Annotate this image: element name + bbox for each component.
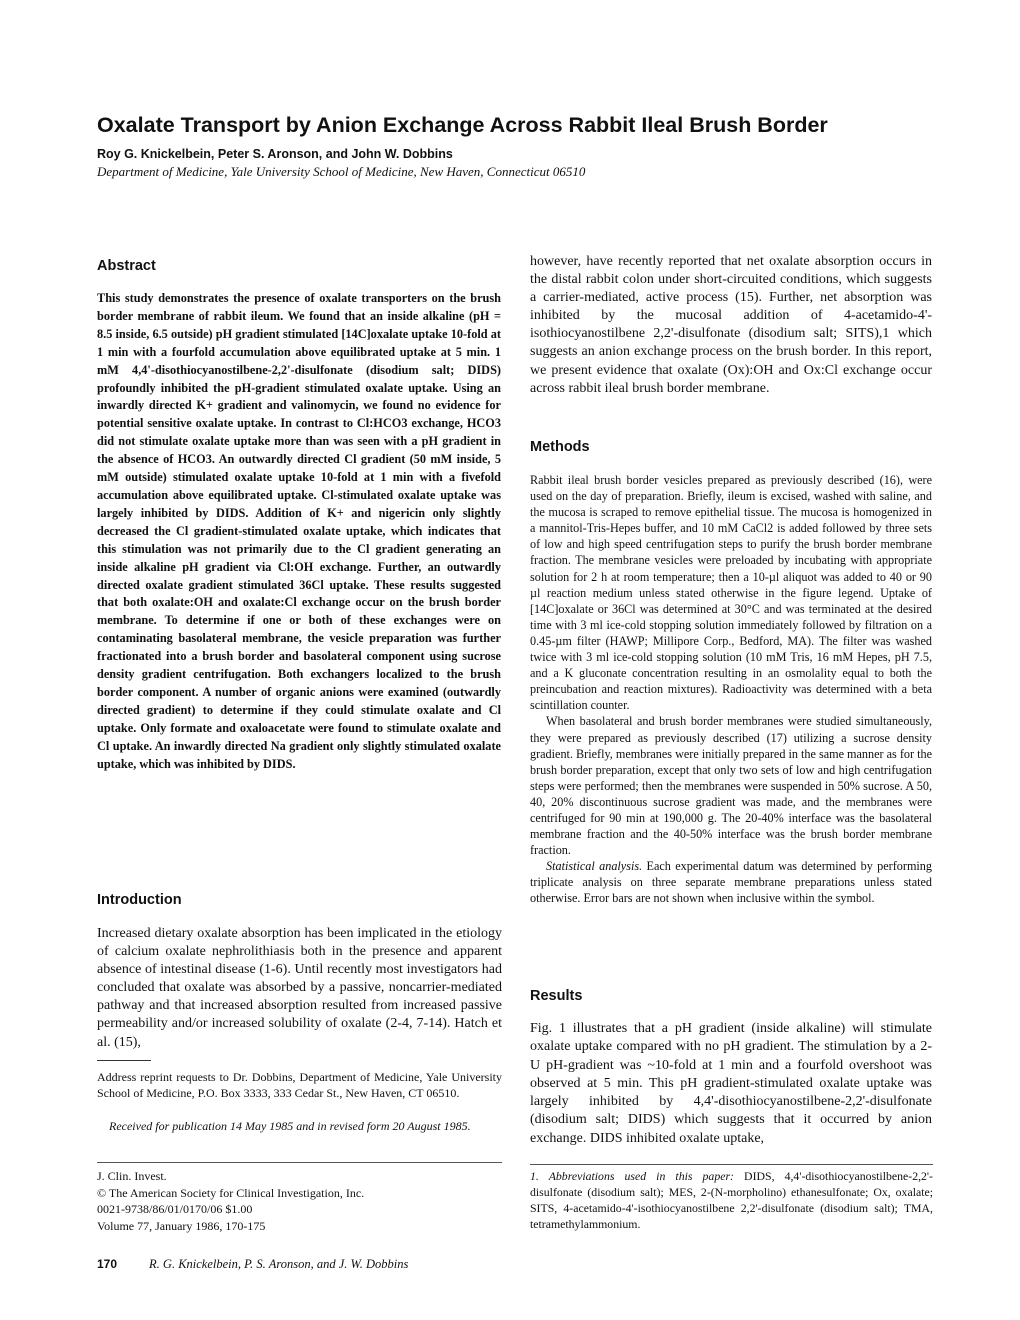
methods-paragraph: Rabbit ileal brush border vesicles prepared as previously described (16), were used on the day of preparation. Briefly, ileum is excised, washed with saline, and the mucosa is scraped to remove epithelial tissue. The mucosa is homogenized in a mannitol-Tris-Hepes buffer, and 10 mM CaCl2 is added followed by three sets of low and high speed centrifugation steps to purify the brush border membrane fraction. The membrane vesicles were preloaded by incubating with appropriate solution for 2 h at room temperature; then a 10-µl aliquot was added to 40 or 90 µl reaction medium unless stated otherwise in the figure legend. Uptake of [14C]oxalate or 36Cl was determined at 30°C and was terminated at the desired time with 3 ml ice-cold stopping solution immediately followed by filtration on a 0.45-µm filter (HAWP; Millipore Corp., Bedford, MA). The filter was washed twice with 3 ml ice-cold stopping solution (10 mM Tris, 16 mM Hepes, pH 7.5, and a K gluconate concentration resulting in an osmolality equal to both the preincubation and reaction mixtures). Radioactivity was determined with a beta scintillation counter. xyxy=(530,473,932,713)
journal-name: J. Clin. Invest. xyxy=(97,1169,167,1183)
author-list: Roy G. Knickelbein, Peter S. Aronson, and John W. Dobbins xyxy=(97,147,453,161)
statistical-analysis-text: Each experimental datum was determined by performing triplicate analysis on three separate membrane preparations unless stated otherwise. Error bars are not shown when inclusive within the symbol. xyxy=(530,859,932,906)
results-paragraph: Fig. 1 illustrates that a pH gradient (inside alkaline) will stimulate oxalate uptake compared with no pH gradient. The stimulation by a 2-U pH-gradient was ~10-fold at 1 min and a fourfold overshoot was observed at 5 min. This pH gradient-stimulated oxalate uptake was largely inhibited by 4,4'-disothiocyanostilbene-2,2'-disulfonate (disodium salt; DIDS) which suggests that it occurred by anion exchange. DIDS inhibited oxalate uptake, xyxy=(530,1021,932,1146)
abstract-body xyxy=(97,290,501,773)
abbreviations-paragraph xyxy=(530,1168,933,1232)
abstract-heading: Abstract xyxy=(97,258,156,274)
introduction-continued xyxy=(530,253,932,398)
abbreviations-separator xyxy=(530,1164,933,1165)
page-number: 170 xyxy=(97,1257,118,1271)
statistical-analysis-label: Statistical analysis. xyxy=(546,859,643,874)
results-body xyxy=(530,1020,932,1148)
abbreviations-label: 1. Abbreviations used in this paper: xyxy=(530,1169,734,1183)
introduction-continued-paragraph: however, have recently reported that net oxalate absorption occurs in the distal rabbit colon under short-circuited conditions, which suggests a carrier-mediated, active process (15). Further, net absorption was inhibited by the mucosal addition of 4-acetamido-4'-isothiocyanostilbene 2,2'-disulfonate (disodium salt; SITS),1 which suggests an anion exchange process on the brush border. In this report, we present evidence that oxalate (Ox):OH and Ox:Cl exchange occur across rabbit ileal brush border membrane. xyxy=(530,254,932,396)
address-note xyxy=(97,1069,502,1101)
footnote-separator xyxy=(97,1060,151,1061)
footer-authors: R. G. Knickelbein, P. S. Aronson, and J. W. Dobbins xyxy=(149,1257,409,1271)
results-heading: Results xyxy=(530,988,583,1004)
methods-heading: Methods xyxy=(530,439,590,455)
affiliation: Department of Medicine, Yale University School of Medicine, New Haven, Connecticut 06510 xyxy=(97,164,586,179)
page-footer xyxy=(97,1255,597,1273)
journal-volume: Volume 77, January 1986, 170-175 xyxy=(97,1218,266,1233)
abbreviations-footnote xyxy=(530,1168,933,1232)
introduction-body xyxy=(97,925,502,1052)
introduction-heading: Introduction xyxy=(97,892,182,908)
received-text: Received for publication 14 May 1985 and in revised form 20 August 1985. xyxy=(109,1119,471,1133)
methods-paragraph: When basolateral and brush border membranes were studied simultaneously, they were prepared as previously described (17) utilizing a sucrose density gradient. Briefly, membranes were initially prepared in the same manner as for the brush border preparation, except that only two sets of low and high centrifugation steps were performed; then the membranes were suspended in 50% sucrose. A 50, 40, 20% discontinuous sucrose gradient was made, and the membranes were centrifuged for 90 min at 190,000 g. The 20-40% interface was the basolateral membrane fraction and the 40-50% interface was the brush border membrane fraction. xyxy=(530,714,932,858)
methods-paragraph xyxy=(530,858,932,906)
paper-title: Oxalate Transport by Anion Exchange Across Rabbit Ileal Brush Border xyxy=(97,113,828,137)
journal-separator xyxy=(97,1162,502,1163)
methods-body xyxy=(530,472,932,907)
journal-copyright: © The American Society for Clinical Investigation, Inc. xyxy=(97,1185,365,1200)
abbreviations-text: DIDS, 4,4'-disothiocyanostilbene-2,2'-disulfonate (disodium salt); MES, 2-(N-morpholino) ethanesulfonate; Ox, oxalate; SITS, 4-acetamido-4'-isothiocyanostilbene 2,2'-disulfonate (disodium salt); TMA, tetramethylammonium. xyxy=(530,1169,933,1231)
received-note xyxy=(97,1118,502,1134)
address-text: Address reprint requests to Dr. Dobbins, Department of Medicine, Yale University School of Medicine, P.O. Box 3333, 333 Cedar St., New Haven, CT 06510. xyxy=(97,1070,502,1100)
abstract-paragraph: This study demonstrates the presence of oxalate transporters on the brush border membrane of rabbit ileum. We found that an inside alkaline (pH = 8.5 inside, 6.5 outside) pH gradient stimulated [14C]oxalate uptake 10-fold at 1 min with a fourfold accumulation above equilibrated uptake at 5 min. 1 mM 4,4'-disothiocyanostilbene-2,2'-disulfonate (disodium salt; DIDS) profoundly inhibited the pH-gradient stimulated oxalate uptake. Using an inwardly directed K+ gradient and valinomycin, we found no evidence for potential sensitive oxalate uptake. In contrast to Cl:HCO3 exchange, HCO3 did not stimulate oxalate uptake more than was seen with a pH gradient in the absence of HCO3. An outwardly directed Cl gradient (50 mM inside, 5 mM outside) stimulated oxalate uptake 10-fold at 1 min with a fivefold accumulation above equilibrated uptake. Cl-stimulated oxalate uptake was largely inhibited by DIDS. Addition of K+ and nigericin only slightly decreased the Cl gradient-stimulated oxalate uptake, which indicates that this stimulation was not primarily due to the Cl gradient generating an inside alkaline pH gradient via Cl:OH exchange. Further, an outwardly directed oxalate gradient stimulated 36Cl uptake. These results suggested that both oxalate:OH and oxalate:Cl exchange occur on the brush border membrane. To determine if one or both of these exchanges were on contaminating basolateral membrane, the vesicle preparation was further fractionated into a brush border and basolateral component using sucrose density gradient centrifugation. Both exchangers localized to the brush border component. A number of organic anions were examined (outwardly directed gradient) to determine if they could stimulate oxalate and Cl uptake. Only formate and oxaloacetate were found to stimulate oxalate and Cl uptake. An inwardly directed Na gradient only slightly stimulated oxalate uptake, which was inhibited by DIDS. xyxy=(97,291,501,771)
journal-info xyxy=(97,1168,502,1234)
journal-issn: 0021-9738/86/01/0170/06 $1.00 xyxy=(97,1202,253,1216)
introduction-paragraph: Increased dietary oxalate absorption has been implicated in the etiology of calcium oxalate nephrolithiasis both in the presence and apparent absence of intestinal disease (1-6). Until recently most investigators had concluded that oxalate was absorbed by a passive, noncarrier-mediated pathway and that increased absorption resulted from increased passive permeability and/or increased solubility of oxalate (2-4, 7-14). Hatch et al. (15), xyxy=(97,926,502,1050)
